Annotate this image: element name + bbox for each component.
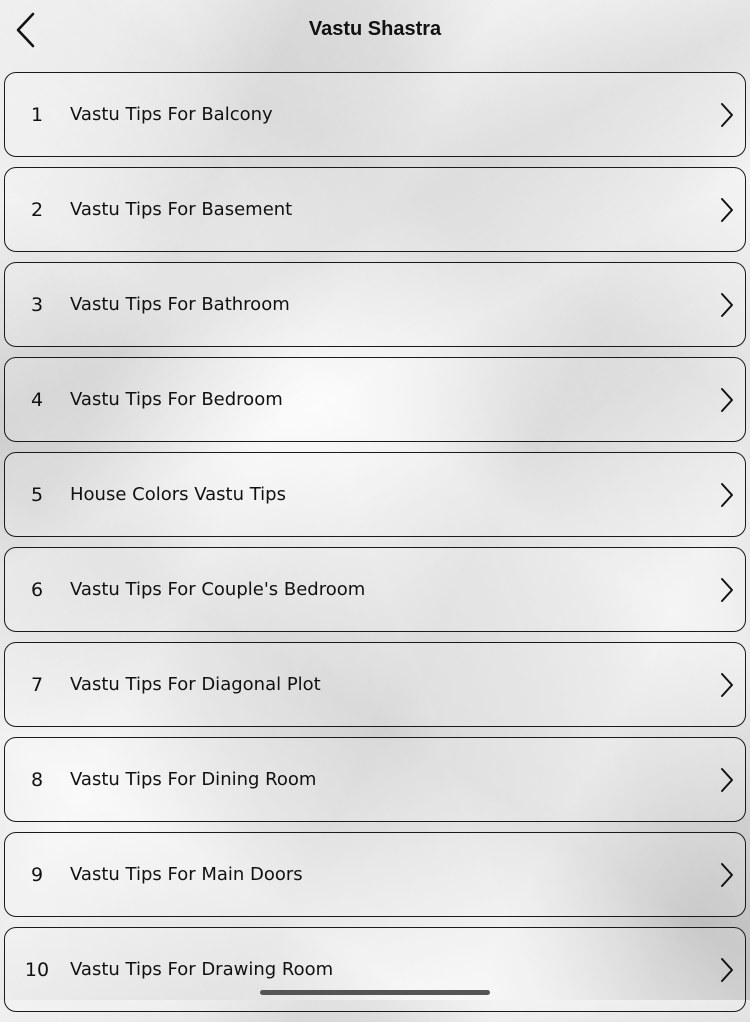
item-number: 4 bbox=[30, 388, 44, 411]
item-number: 2 bbox=[30, 198, 44, 221]
list-item[interactable] bbox=[4, 737, 746, 822]
item-label: Vastu Tips For Drawing Room bbox=[70, 959, 334, 980]
list-item[interactable] bbox=[4, 357, 746, 442]
chevron-right-icon bbox=[719, 862, 735, 888]
home-indicator[interactable] bbox=[260, 990, 490, 995]
list-item[interactable] bbox=[4, 72, 746, 157]
item-label: Vastu Tips For Basement bbox=[70, 199, 293, 220]
item-label: Vastu Tips For Main Doors bbox=[70, 864, 303, 885]
list-item[interactable] bbox=[4, 452, 746, 537]
item-label: Vastu Tips For Diagonal Plot bbox=[70, 674, 321, 695]
item-number: 3 bbox=[30, 293, 44, 316]
list-item[interactable] bbox=[4, 927, 746, 1012]
list-item[interactable] bbox=[4, 832, 746, 917]
chevron-right-icon bbox=[719, 387, 735, 413]
list-item[interactable] bbox=[4, 262, 746, 347]
item-number: 1 bbox=[30, 103, 44, 126]
item-number: 5 bbox=[30, 483, 44, 506]
chevron-right-icon bbox=[719, 482, 735, 508]
item-label: Vastu Tips For Dining Room bbox=[70, 769, 317, 790]
vastu-topic-list bbox=[4, 72, 746, 1022]
item-number: 7 bbox=[30, 673, 44, 696]
item-label: Vastu Tips For Couple's Bedroom bbox=[70, 579, 366, 600]
chevron-right-icon bbox=[719, 292, 735, 318]
item-number: 10 bbox=[24, 958, 50, 981]
chevron-right-icon bbox=[719, 957, 735, 983]
nav-bar bbox=[0, 0, 750, 62]
chevron-right-icon bbox=[719, 102, 735, 128]
item-number: 6 bbox=[30, 578, 44, 601]
item-number: 9 bbox=[30, 863, 44, 886]
chevron-right-icon bbox=[719, 672, 735, 698]
list-item[interactable] bbox=[4, 642, 746, 727]
list-item[interactable] bbox=[4, 547, 746, 632]
chevron-right-icon bbox=[719, 767, 735, 793]
item-label: Vastu Tips For Balcony bbox=[70, 104, 273, 125]
list-item[interactable] bbox=[4, 167, 746, 252]
chevron-right-icon bbox=[719, 197, 735, 223]
item-label: Vastu Tips For Bathroom bbox=[70, 294, 290, 315]
chevron-right-icon bbox=[719, 577, 735, 603]
item-label: House Colors Vastu Tips bbox=[70, 484, 286, 505]
page-title: Vastu Shastra bbox=[308, 18, 442, 40]
item-label: Vastu Tips For Bedroom bbox=[70, 389, 283, 410]
item-number: 8 bbox=[30, 768, 44, 791]
